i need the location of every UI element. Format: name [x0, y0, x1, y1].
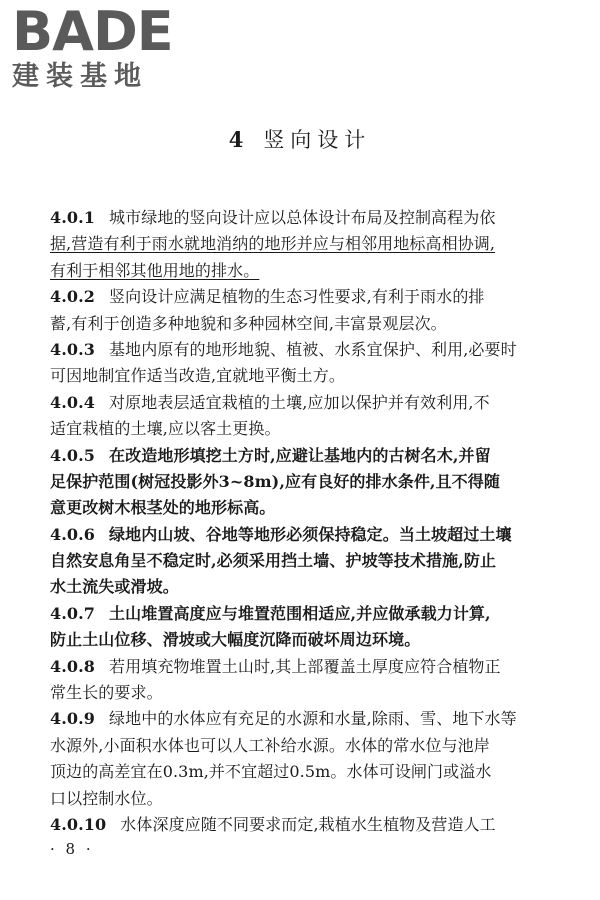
clause-text-line: 城市绿地的竖向设计应以总体设计布局及控制高程为依 — [109, 208, 496, 227]
clause-4-0-7 — [50, 601, 580, 654]
clause-text-line: 基地内原有的地形地貌、植被、水系宜保护、利用,必要时 — [109, 339, 517, 359]
clause-text-line: 若用填充物堆置土山时,其上部覆盖土厚度应符合植物正 — [109, 656, 501, 676]
clause-list — [50, 205, 580, 838]
clause-text-line: 适宜栽植的土壤,应以客土更换。 — [50, 419, 281, 439]
clause-text-line: 意更改树木根茎处的地形标高。 — [50, 498, 276, 518]
page-number: · 8 · — [50, 840, 94, 858]
clause-4-0-10 — [50, 812, 580, 838]
clause-number: 4.0.7 — [50, 603, 96, 623]
clause-4-0-4 — [50, 390, 580, 443]
clause-text-line: 土山堆置高度应与堆置范围相适应,并应做承载力计算, — [109, 603, 491, 623]
clause-text-line: 在改造地形填挖土方时,应避让基地内的古树名木,并留 — [109, 445, 491, 465]
clause-4-0-8 — [50, 654, 580, 707]
bade-logo — [12, 0, 182, 94]
clause-text-line: 对原地表层适宜栽植的土壤,应加以保护并有效利用,不 — [109, 392, 490, 412]
clause-4-0-9 — [50, 706, 580, 812]
clause-number: 4.0.5 — [50, 445, 96, 465]
chapter-title — [0, 124, 600, 154]
clause-4-0-2 — [50, 284, 580, 337]
clause-number: 4.0.9 — [50, 709, 96, 729]
clause-text-line: 常生长的要求。 — [50, 683, 163, 703]
clause-number: 4.0.4 — [50, 392, 96, 412]
clause-4-0-5 — [50, 443, 580, 522]
clause-text-line: 防止土山位移、滑坡或大幅度沉降而破坏周边环境。 — [50, 630, 421, 650]
clause-text-line: 口以控制水位。 — [50, 788, 163, 808]
clause-text-line: 水源外,小面积水体也可以人工补给水源。水体的常水位与池岸 — [50, 735, 490, 755]
clause-number: 4.0.1 — [50, 208, 96, 227]
clause-number: 4.0.8 — [50, 656, 96, 676]
clause-text-line: 自然安息角呈不稳定时,必须采用挡土墙、护坡等技术措施,防止 — [50, 551, 497, 571]
clause-text-line: 顶边的高差宜在0.3m,并不宜超过0.5m。水体可设闸门或溢水 — [50, 762, 492, 782]
clause-text-line: 水土流失或滑坡。 — [50, 577, 179, 597]
clause-text-line: 足保护范围(树冠投影外3~8m),应有良好的排水条件,且不得随 — [50, 471, 500, 491]
chapter-title-text: 竖向设计 — [263, 128, 372, 152]
clause-number: 4.0.2 — [50, 287, 96, 307]
clause-text-line: 竖向设计应满足植物的生态习性要求,有利于雨水的排 — [109, 287, 485, 307]
clause-text-line: 蓄,有利于创造多种地貌和多种园林空间,丰富景观层次。 — [50, 313, 447, 333]
clause-text-line: 绿地内山坡、谷地等地形必须保持稳定。当土坡超过土壤 — [109, 524, 512, 544]
clause-text-line: 可因地制宜作适当改造,宜就地平衡土方。 — [50, 366, 345, 386]
chapter-number: 4 — [228, 127, 250, 152]
clause-number: 4.0.10 — [50, 814, 107, 834]
clause-text-line: 据,营造有利于雨水就地消纳的地形并应与相邻用地标高相协调, — [50, 234, 496, 254]
clause-number: 4.0.3 — [50, 339, 96, 359]
clause-number: 4.0.6 — [50, 524, 96, 544]
clause-text-line: 有利于相邻其他用地的排水。 — [50, 260, 260, 280]
clause-4-0-3 — [50, 337, 580, 390]
clause-text-line: 水体深度应随不同要求而定,栽植水生植物及营造人工 — [120, 814, 496, 834]
clause-4-0-6 — [50, 522, 580, 601]
logo-subtitle: 建装基地 — [12, 61, 148, 92]
clause-text-line: 绿地中的水体应有充足的水源和水量,除雨、雪、地下水等 — [109, 709, 517, 729]
logo-brand: BADE — [12, 0, 173, 63]
clause-4-0-1 — [50, 205, 580, 284]
